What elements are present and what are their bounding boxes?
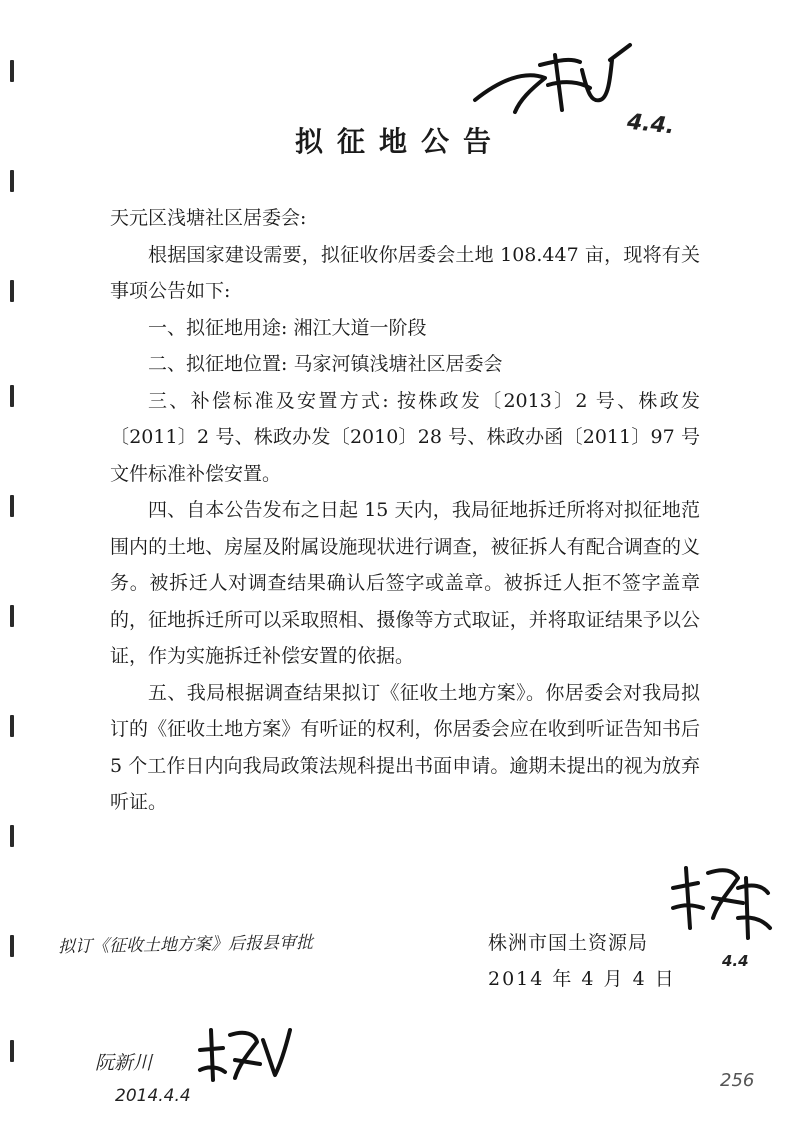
- bottom-signature: [195, 1020, 295, 1090]
- binder-hole: [10, 170, 14, 192]
- top-signature: [470, 40, 640, 120]
- binder-hole: [10, 825, 14, 847]
- notice-body: [110, 200, 700, 821]
- binder-hole: [10, 60, 14, 82]
- binder-hole: [10, 605, 14, 627]
- handwritten-page-number: 256: [720, 1070, 755, 1091]
- binder-hole: [10, 715, 14, 737]
- binder-hole: [10, 935, 14, 957]
- salutation: 天元区浅塘社区居委会:: [110, 207, 307, 229]
- binder-hole: [10, 385, 14, 407]
- binder-hole: [10, 495, 14, 517]
- handwritten-date-bottom: 2014.4.4: [115, 1086, 191, 1106]
- paragraph-survey: 四、自本公告发布之日起 15 天内，我局征地拆迁所将对拟征地范围内的土地、房屋及附属设施现状进行调查，被征拆人有配合调查的义务。被拆迁人对调查结果确认后签字或盖章。被拆迁人拒不签字盖章的，征地拆迁所可以采取照相、摄像等方式取证，并将取证结果予以公证，作为实施拆迁补偿安置的依据。: [110, 499, 700, 667]
- binder-hole: [10, 1040, 14, 1062]
- paragraph-hearing: 五、我局根据调查结果拟订《征收土地方案》。你居委会对我局拟订的《征收土地方案》有听证的权利，你居委会应在收到听证告知书后 5 个工作日内向我局政策法规科提出书面申请。逾期未提出的视为放弃听证。: [110, 681, 700, 813]
- paragraph-intro: 根据国家建设需要，拟征收你居委会土地 108.447 亩，现将有关事项公告如下:: [110, 243, 700, 302]
- handwritten-signer-name: 阮新川: [95, 1052, 153, 1074]
- handwritten-date-top: 4.4.: [625, 109, 676, 140]
- handwritten-date-right: 4.4: [722, 952, 749, 970]
- page-title: 拟征地公告: [294, 125, 505, 158]
- handwritten-note: 拟订《征收土地方案》后报县审批: [57, 932, 314, 958]
- right-signature: [668, 848, 778, 948]
- paragraph-location: 二、拟征地位置: 马家河镇浅塘社区居委会: [148, 353, 503, 375]
- binder-hole: [10, 280, 14, 302]
- issuer-block: [488, 925, 676, 997]
- paragraph-compensation: 三、补偿标准及安置方式: 按株政发〔2013〕2 号、株政发〔2011〕2 号、株政办发〔2010〕28 号、株政办函〔2011〕97 号文件标准补偿安置。: [110, 389, 700, 485]
- paragraph-purpose: 一、拟征地用途: 湘江大道一阶段: [148, 316, 427, 339]
- issue-date: 2014 年 4 月 4 日: [488, 968, 676, 990]
- issuer-name: 株洲市国土资源局: [488, 932, 649, 954]
